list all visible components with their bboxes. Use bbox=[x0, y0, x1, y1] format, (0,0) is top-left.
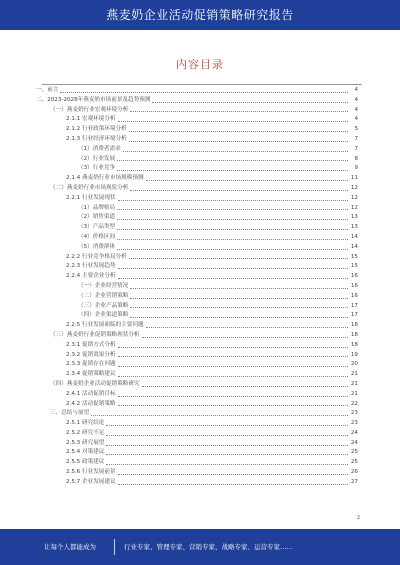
toc-title: 内容目录 bbox=[176, 58, 224, 71]
toc-entry-label: （一）燕麦奶行业宏观环境分析 bbox=[50, 106, 129, 113]
toc-entry[interactable] bbox=[36, 400, 358, 410]
toc-leader-dots bbox=[117, 170, 348, 171]
toc-entry-page: 14 bbox=[350, 233, 358, 240]
toc-leader-dots bbox=[142, 386, 348, 387]
toc-leader-dots bbox=[60, 92, 348, 93]
toc-entry-page: 23 bbox=[350, 410, 358, 417]
toc-leader-dots bbox=[130, 288, 348, 289]
toc-leader-dots bbox=[118, 278, 348, 279]
document-title: 燕麦奶企业活动促销策略研究报告 bbox=[106, 8, 294, 22]
toc-entry-page: 9 bbox=[354, 165, 358, 172]
toc-entry[interactable] bbox=[36, 115, 358, 125]
toc-entry[interactable] bbox=[36, 253, 358, 263]
toc-entry[interactable] bbox=[36, 174, 358, 184]
toc-entry[interactable] bbox=[36, 223, 358, 233]
toc-entry[interactable] bbox=[36, 302, 358, 312]
toc-entry-page: 20 bbox=[350, 361, 358, 368]
toc-entry-page: 8 bbox=[354, 155, 358, 162]
toc-entry-label: 2.3.4 促销策略建议 bbox=[66, 371, 116, 378]
toc-entry[interactable] bbox=[36, 213, 358, 223]
toc-entry-page: 23 bbox=[350, 420, 358, 427]
toc-entry-label: （2）销售渠道 bbox=[78, 214, 116, 221]
toc-leader-dots bbox=[106, 435, 348, 436]
toc-entry[interactable] bbox=[36, 341, 358, 351]
toc-entry-label: （4）价格区间 bbox=[78, 233, 116, 240]
toc-entry-page: 15 bbox=[350, 263, 358, 270]
toc-leader-dots bbox=[146, 327, 348, 328]
toc-leader-dots bbox=[130, 307, 348, 308]
toc-entry[interactable] bbox=[36, 204, 358, 214]
toc-entry-label: 2.1.2 行业政策环境分析 bbox=[66, 126, 127, 133]
toc-entry-label: （四）企业渠道策略 bbox=[78, 312, 129, 319]
toc-leader-dots bbox=[106, 445, 348, 446]
toc-entry[interactable] bbox=[36, 262, 358, 272]
toc-entry-page: 21 bbox=[350, 380, 358, 387]
toc-entry-label: （1）品牌格局 bbox=[78, 204, 116, 211]
toc-entry-page: 24 bbox=[350, 439, 358, 446]
toc-entry[interactable] bbox=[36, 331, 358, 341]
toc-leader-dots bbox=[118, 474, 348, 475]
toc-entry[interactable] bbox=[36, 448, 358, 458]
footer-slogan-right: 行业专家、管理专家、营销专家、战略专家、运营专家…… bbox=[124, 543, 293, 551]
toc-entry[interactable] bbox=[36, 419, 358, 429]
toc-entry[interactable] bbox=[36, 155, 358, 165]
toc-entry-page: 13 bbox=[350, 224, 358, 231]
toc-leader-dots bbox=[146, 180, 348, 181]
toc-entry[interactable] bbox=[36, 380, 358, 390]
toc-leader-dots bbox=[130, 111, 348, 112]
toc-entry[interactable] bbox=[36, 292, 358, 302]
toc-entry[interactable] bbox=[36, 86, 358, 96]
toc-entry-label: （3）行业竞争 bbox=[78, 165, 116, 172]
toc-entry-label: 2.1.1 宏观环境分析 bbox=[66, 116, 116, 123]
toc-entry-page: 21 bbox=[350, 371, 358, 378]
toc-leader-dots bbox=[118, 366, 348, 367]
toc-entry-page: 11 bbox=[350, 175, 358, 182]
toc-leader-dots bbox=[91, 415, 348, 416]
toc-entry-page: 15 bbox=[350, 253, 358, 260]
toc-entry-page: 13 bbox=[350, 214, 358, 221]
toc-entry[interactable] bbox=[36, 390, 358, 400]
toc-entry-label: （一）企业经营情况 bbox=[78, 282, 129, 289]
toc-entry-label: （5）消费群体 bbox=[78, 243, 116, 250]
toc-entry-page: 17 bbox=[350, 302, 358, 309]
toc-leader-dots bbox=[129, 258, 348, 259]
toc-entry-page: 7 bbox=[354, 135, 358, 142]
toc-entry-label: （四）燕麦奶企业活动促销策略研究 bbox=[50, 380, 140, 387]
toc-leader-dots bbox=[117, 249, 348, 250]
toc-entry-page: 18 bbox=[350, 322, 358, 329]
toc-leader-dots bbox=[117, 209, 348, 210]
document-header bbox=[0, 0, 400, 30]
toc-entry-label: （2）行业发展 bbox=[78, 155, 116, 162]
toc-entry-label: （3）产品类型 bbox=[78, 224, 116, 231]
toc-divider bbox=[42, 84, 362, 85]
toc-entry-label: 2.2.2 行业竞争格局分析 bbox=[66, 253, 127, 260]
toc-leader-dots bbox=[117, 219, 348, 220]
toc-leader-dots bbox=[118, 356, 348, 357]
toc-entry-page: 4 bbox=[354, 106, 358, 113]
document-footer bbox=[0, 529, 400, 565]
toc-entry[interactable] bbox=[36, 468, 358, 478]
toc-entry-page: 25 bbox=[350, 459, 358, 466]
toc-entry-label: （二）企业营销策略 bbox=[78, 292, 129, 299]
toc-leader-dots bbox=[106, 464, 348, 465]
toc-entry-label: 一、前言 bbox=[36, 87, 59, 93]
toc-entry-page: 12 bbox=[350, 204, 358, 211]
toc-entry-page: 18 bbox=[350, 341, 358, 348]
toc-leader-dots bbox=[130, 317, 348, 318]
toc-entry-page: 4 bbox=[354, 96, 358, 103]
toc-entry-label: （1）消费者需求 bbox=[78, 145, 121, 152]
toc-entry[interactable] bbox=[36, 243, 358, 253]
toc-entry[interactable] bbox=[36, 351, 358, 361]
toc-leader-dots bbox=[152, 102, 348, 103]
toc-leader-dots bbox=[129, 131, 348, 132]
toc-entry-label: 2.4.2 活动促销策略 bbox=[66, 400, 116, 407]
toc-entry-label: 2.3.3 促销存在问题 bbox=[66, 361, 116, 368]
toc-entry[interactable] bbox=[36, 194, 358, 204]
toc-entry[interactable] bbox=[36, 478, 358, 488]
toc-entry[interactable] bbox=[36, 145, 358, 155]
toc-entry[interactable] bbox=[36, 233, 358, 243]
toc-leader-dots bbox=[118, 484, 348, 485]
toc-entry[interactable] bbox=[36, 370, 358, 380]
toc-leader-dots bbox=[130, 298, 348, 299]
toc-entry-page: 19 bbox=[350, 351, 358, 358]
toc-entry-label: 2.5.5 政策建议 bbox=[66, 459, 105, 466]
toc-leader-dots bbox=[123, 151, 348, 152]
toc-entry[interactable] bbox=[36, 311, 358, 321]
toc-entry-label: （三）企业产品策略 bbox=[78, 302, 129, 309]
toc-entry-page: 7 bbox=[354, 145, 358, 152]
toc-entry-label: （三）燕麦奶行业促销策略现状分析 bbox=[50, 331, 140, 338]
toc-entry-label: 2.2.5 行业发展面临的主要问题 bbox=[66, 322, 144, 329]
toc-entry-label: 2.1.4 燕麦奶行业市场规模预测 bbox=[66, 175, 144, 182]
toc-leader-dots bbox=[118, 347, 348, 348]
toc-entry[interactable] bbox=[36, 106, 358, 116]
toc-entry-label: 2.2.1 行业发展现状 bbox=[66, 194, 116, 201]
toc-leader-dots bbox=[106, 425, 348, 426]
footer-slogan-left: 让每个人都能成为 bbox=[44, 543, 96, 551]
toc-entry-page: 5 bbox=[354, 126, 358, 133]
toc-entry-label: 2.5.7 企业发展建议 bbox=[66, 478, 116, 485]
toc-leader-dots bbox=[118, 121, 348, 122]
footer-divider bbox=[114, 539, 115, 555]
toc-entry-label: 2.2.4 主要企业分析 bbox=[66, 273, 116, 280]
toc-entry-page: 14 bbox=[350, 243, 358, 250]
toc-leader-dots bbox=[129, 141, 348, 142]
toc-entry-page: 16 bbox=[350, 282, 358, 289]
toc-entry-label: 2.3.2 促销效果分析 bbox=[66, 351, 116, 358]
toc-leader-dots bbox=[118, 200, 348, 201]
toc-entry[interactable] bbox=[36, 458, 358, 468]
page-number: 2 bbox=[356, 515, 360, 521]
toc-entry-page: 12 bbox=[350, 194, 358, 201]
toc-entry[interactable] bbox=[36, 184, 358, 194]
toc-leader-dots bbox=[118, 396, 348, 397]
toc-entry-page: 4 bbox=[354, 116, 358, 123]
toc-entry[interactable] bbox=[36, 321, 358, 331]
toc-leader-dots bbox=[118, 405, 348, 406]
toc-entry-label: （二）燕麦奶行业市场现状分析 bbox=[50, 184, 129, 191]
toc-entry-label: 2.3.1 促销方式分析 bbox=[66, 341, 116, 348]
toc-entry-label: 二、2023-2028年燕麦奶市场前景及趋势预测 bbox=[36, 96, 151, 103]
toc-entry-page: 16 bbox=[350, 273, 358, 280]
toc-entry[interactable] bbox=[36, 96, 358, 106]
toc-entry[interactable] bbox=[36, 429, 358, 439]
toc-entry-page: 16 bbox=[350, 292, 358, 299]
toc-leader-dots bbox=[117, 229, 348, 230]
toc-entry-page: 4 bbox=[354, 87, 358, 93]
toc-entry-page: 24 bbox=[350, 429, 358, 436]
toc-entry-label: 2.2.3 行业发展趋势 bbox=[66, 263, 116, 270]
toc-leader-dots bbox=[130, 190, 348, 191]
toc-entry-label: 2.5.6 行业发展前景 bbox=[66, 469, 116, 476]
toc-leader-dots bbox=[118, 376, 348, 377]
toc-entry-page: 27 bbox=[350, 478, 358, 485]
toc-leader-dots bbox=[117, 160, 348, 161]
toc-entry[interactable] bbox=[36, 135, 358, 145]
table-of-contents bbox=[36, 86, 358, 488]
toc-entry-page: 21 bbox=[350, 390, 358, 397]
toc-entry-page: 17 bbox=[350, 312, 358, 319]
toc-entry[interactable] bbox=[36, 125, 358, 135]
toc-entry[interactable] bbox=[36, 439, 358, 449]
toc-entry-page: 22 bbox=[350, 400, 358, 407]
toc-entry-page: 25 bbox=[350, 449, 358, 456]
toc-entry-label: 2.5.2 研究不足 bbox=[66, 429, 105, 436]
toc-entry[interactable] bbox=[36, 272, 358, 282]
toc-leader-dots bbox=[118, 268, 348, 269]
toc-leader-dots bbox=[117, 239, 348, 240]
toc-leader-dots bbox=[106, 454, 348, 455]
toc-entry-label: 2.5.4 对策建议 bbox=[66, 449, 105, 456]
toc-entry-page: 18 bbox=[350, 331, 358, 338]
toc-leader-dots bbox=[142, 337, 348, 338]
toc-entry-label: 2.5.1 研究结论 bbox=[66, 420, 105, 427]
toc-entry[interactable] bbox=[36, 282, 358, 292]
toc-entry-label: 2.1.3 行业经济环境分析 bbox=[66, 135, 127, 142]
toc-entry[interactable] bbox=[36, 409, 358, 419]
toc-entry[interactable] bbox=[36, 164, 358, 174]
toc-entry-page: 12 bbox=[350, 184, 358, 191]
toc-entry-page: 26 bbox=[350, 469, 358, 476]
toc-entry-label: 三、总结与展望 bbox=[50, 410, 90, 417]
toc-entry-label: 2.4.1 活动促销目标 bbox=[66, 390, 116, 397]
toc-entry-label: 2.5.3 研究展望 bbox=[66, 439, 105, 446]
toc-entry[interactable] bbox=[36, 360, 358, 370]
